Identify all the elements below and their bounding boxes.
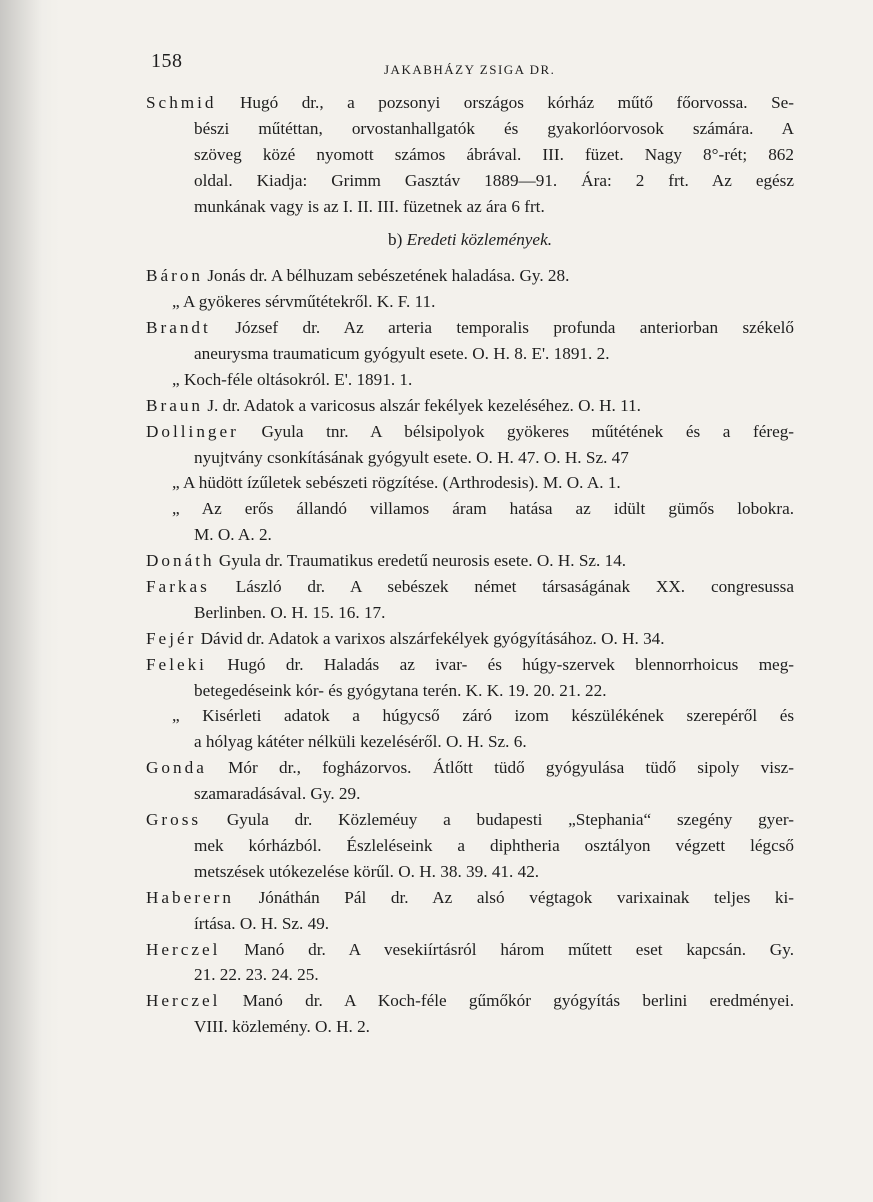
entry-line bbox=[146, 911, 794, 937]
bibliography-entry bbox=[146, 885, 794, 937]
entry-text: metszések utókezelése körűl. O. H. 38. 39. 41. 42. bbox=[194, 861, 540, 881]
section-prefix: b) bbox=[387, 230, 403, 250]
entry-line bbox=[146, 781, 794, 807]
entry-text: mek kórházból. Észleléseink a diphtheria osztályon végzett légcső bbox=[194, 835, 794, 855]
entry-text: M. O. A. 2. bbox=[194, 525, 272, 545]
entry-text: Manó dr. A Koch-féle gűmőkór gyógyítás berlini eredményei. bbox=[242, 991, 794, 1011]
author-name: Báron bbox=[146, 266, 204, 286]
entry-text: A hüdött ízűletek sebészeti rögzítése. (Arthrodesis). M. O. A. 1. bbox=[183, 473, 621, 493]
bibliography-entry bbox=[146, 626, 794, 652]
entry-line bbox=[146, 367, 794, 393]
bibliography-entry bbox=[146, 652, 794, 704]
entry-text: Jónáthán Pál dr. Az alsó végtagok varixainak teljes ki- bbox=[258, 887, 795, 907]
entry-line bbox=[146, 729, 794, 755]
entry-text: József dr. Az arteria temporalis profunda anteriorban székelő bbox=[235, 318, 794, 338]
entry-line bbox=[146, 1014, 794, 1040]
author-name: Feleki bbox=[146, 654, 207, 674]
entry-text: J. dr. Adatok a varicosus alszár fekélyek kezeléséhez. O. H. 11. bbox=[207, 395, 641, 415]
entry-line bbox=[146, 393, 794, 419]
author-name: Fejér bbox=[146, 628, 197, 648]
author-name: Farkas bbox=[146, 577, 210, 597]
entry-line bbox=[146, 548, 794, 574]
bibliography-entry bbox=[146, 574, 794, 626]
author-name: Gonda bbox=[146, 758, 207, 778]
entry-line bbox=[146, 937, 794, 963]
entry-text: Jonás dr. A bélhuzam sebészetének haladása. Gy. 28. bbox=[207, 266, 570, 286]
author-name: Braun bbox=[146, 395, 204, 415]
entry-text: szamaradásával. Gy. 29. bbox=[194, 784, 361, 804]
page-number: 158 bbox=[151, 50, 183, 72]
bibliography-entry bbox=[146, 470, 794, 496]
author-name: Gross bbox=[146, 810, 202, 830]
entry-line bbox=[146, 574, 794, 600]
author-name: Haberern bbox=[146, 887, 234, 907]
entry-line bbox=[146, 496, 794, 522]
ditto-mark: „ bbox=[172, 706, 180, 726]
entry-line bbox=[146, 755, 794, 781]
entry-list bbox=[146, 263, 794, 1040]
entry-line bbox=[146, 522, 794, 548]
entry-text: Gyula tnr. A bélsipolyok gyökeres műtétének és a féreg- bbox=[261, 421, 795, 441]
page-body bbox=[146, 90, 794, 1040]
entry-text: Dávid dr. Adatok a varixos alszárfekélyek gyógyításához. O. H. 34. bbox=[200, 628, 665, 648]
section-heading bbox=[146, 227, 794, 253]
bibliography-entry bbox=[146, 937, 794, 989]
bibliography-entry bbox=[146, 755, 794, 807]
intro-line: munkának vagy is az I. II. III. füzetnek az ára 6 frt. bbox=[194, 196, 545, 216]
intro-line: Schmid Hugó dr., a pozsonyi országos kórház műtő főorvossa. Se- bbox=[146, 93, 794, 112]
author-name: Donáth bbox=[146, 551, 215, 571]
entry-line bbox=[146, 470, 794, 496]
bibliography-entry bbox=[146, 807, 794, 885]
author-name: Schmid bbox=[146, 93, 217, 112]
entry-text: a hólyag kátéter nélküli kezeléséről. O. H. Sz. 6. bbox=[194, 732, 527, 752]
running-head: JAKABHÁZY ZSIGA DR. bbox=[384, 62, 556, 77]
entry-line bbox=[146, 263, 794, 289]
ditto-mark: „ bbox=[172, 369, 180, 389]
author-name: Herczel bbox=[146, 939, 221, 959]
entry-text: Gyula dr. Közleméuy a budapesti „Stephania“ szegény gyer- bbox=[226, 810, 795, 830]
entry-text: nyujtvány csonkításának gyógyult esete. O. H. 47. O. H. Sz. 47 bbox=[194, 447, 629, 467]
entry-line bbox=[146, 859, 794, 885]
entry-line bbox=[146, 678, 794, 704]
entry-text: Az erős állandó villamos áram hatása az idült gümős lobokra. bbox=[201, 499, 794, 519]
entry-text: betegedéseink kór- és gyógytana terén. K. K. 19. 20. 21. 22. bbox=[194, 680, 607, 700]
entry-line bbox=[146, 885, 794, 911]
entry-text: Koch-féle oltásokról. E'. 1891. 1. bbox=[183, 369, 413, 389]
entry-line bbox=[146, 600, 794, 626]
entry-text: László dr. A sebészek német társaságának XX. congresussa bbox=[235, 577, 794, 597]
bibliography-entry bbox=[146, 703, 794, 755]
entry-text: Berlinben. O. H. 15. 16. 17. bbox=[194, 602, 386, 622]
entry-line bbox=[146, 419, 794, 445]
author-name: Brandt bbox=[146, 318, 211, 338]
entry-text: aneurysma traumaticum gyógyult esete. O. H. 8. E'. 1891. 2. bbox=[194, 344, 610, 364]
bibliography-entry bbox=[146, 315, 794, 367]
bibliography-entry bbox=[146, 496, 794, 548]
entry-line bbox=[146, 962, 794, 988]
entry-line bbox=[146, 703, 794, 729]
entry-text: írtása. O. H. Sz. 49. bbox=[194, 913, 330, 933]
bibliography-entry bbox=[146, 289, 794, 315]
intro-line: szöveg közé nyomott számos ábrával. III. füzet. Nagy 8°-rét; 862 bbox=[194, 144, 794, 164]
entry-text: Kisérleti adatok a húgycső záró izom készülékének szerepéről és bbox=[202, 706, 795, 726]
bibliography-entry bbox=[146, 419, 794, 471]
section-title: Eredeti közlemények. bbox=[406, 230, 552, 250]
intro-line: oldal. Kiadja: Grimm Gasztáv 1889—91. Ára: 2 frt. Az egész bbox=[194, 170, 794, 190]
entry-line bbox=[146, 833, 794, 859]
bibliography-entry bbox=[146, 263, 794, 289]
entry-line bbox=[146, 988, 794, 1014]
author-name: Dollinger bbox=[146, 421, 239, 441]
entry-text: Hugó dr. Haladás az ivar- és húgy-szervek blennorrhoicus meg- bbox=[227, 654, 795, 674]
author-name: Herczel bbox=[146, 991, 221, 1011]
entry-text: Mór dr., fogházorvos. Átlőtt tüdő gyógyulása tüdő sipoly visz- bbox=[228, 758, 795, 778]
bibliography-entry bbox=[146, 393, 794, 419]
page-header bbox=[0, 44, 873, 84]
bibliography-entry bbox=[146, 988, 794, 1040]
entry-text: Manó dr. A vesekiírtásról három műtett eset kapcsán. Gy. bbox=[244, 939, 794, 959]
intro-line: bészi műtéttan, orvostanhallgatók és gyakorlóorvosok számára. A bbox=[194, 118, 794, 138]
entry-line bbox=[146, 626, 794, 652]
entry-line bbox=[146, 652, 794, 678]
entry-text: Gyula dr. Traumatikus eredetű neurosis esete. O. H. Sz. 14. bbox=[218, 551, 627, 571]
ditto-mark: „ bbox=[172, 473, 180, 493]
ditto-mark: „ bbox=[172, 499, 180, 519]
binding-shadow bbox=[0, 0, 60, 1202]
entry-text: 21. 22. 23. 24. 25. bbox=[194, 965, 319, 985]
entry-line bbox=[146, 445, 794, 471]
entry-line bbox=[146, 289, 794, 315]
bibliography-entry bbox=[146, 367, 794, 393]
entry-line bbox=[146, 807, 794, 833]
bibliography-entry bbox=[146, 548, 794, 574]
entry-text: A gyökeres sérvműtétekről. K. F. 11. bbox=[183, 292, 436, 312]
ditto-mark: „ bbox=[172, 292, 180, 312]
entry-line bbox=[146, 315, 794, 341]
entry-line bbox=[146, 341, 794, 367]
entry-text: VIII. közlemény. O. H. 2. bbox=[194, 1017, 370, 1037]
